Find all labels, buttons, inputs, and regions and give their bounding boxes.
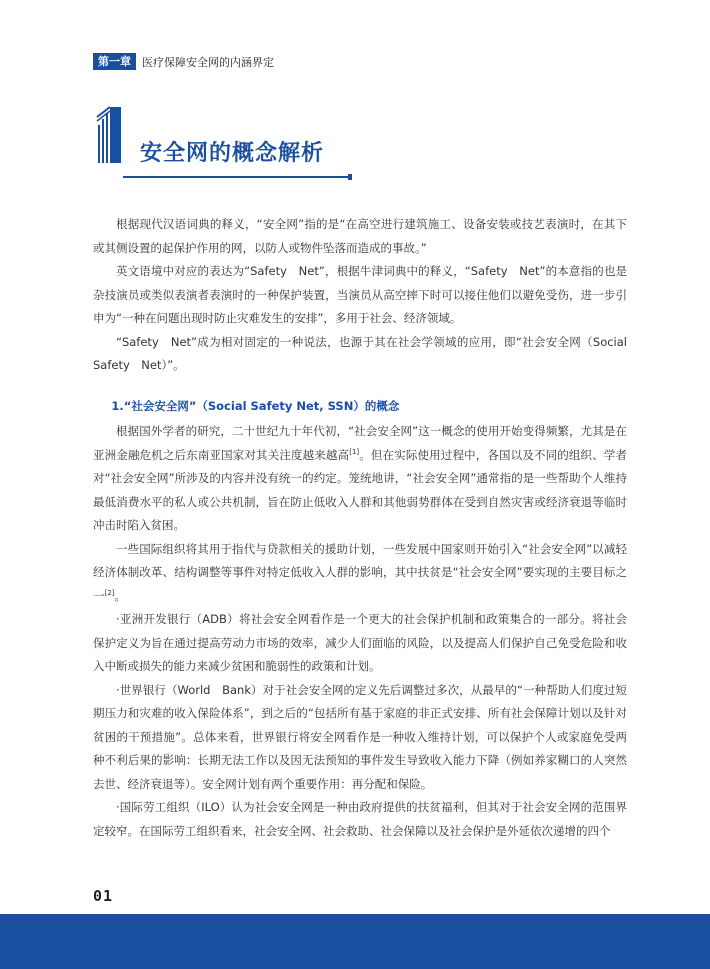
page-number: 01 (93, 887, 114, 905)
paragraph-text: 根据国外学者的研究，二十世纪九十年代初，“社会安全网”这一概念的使用开始变得频繁，尤其是在亚洲金融危机之后东南亚国家对其关注度越来越高 (93, 424, 627, 462)
footer-band (0, 914, 710, 969)
section-numeral-one (95, 105, 125, 165)
paragraph-ilo: ·国际劳工组织（ILO）认为社会安全网是一种由政府提供的扶贫福利，但其对于社会安全网的范围界定较窄。在国际劳工组织看来，社会安全网、社会救助、社会保障以及社会保护是外延依次递增的四个 (93, 800, 627, 838)
body-text (93, 213, 639, 843)
paragraph-dictionary-definition: 根据现代汉语词典的释义，“安全网”指的是“在高空进行建筑施工、设备安装或技艺表演时，在其下或其侧设置的起保护作用的网，以防人或物件坠落而造成的事故。” (93, 217, 627, 255)
heading-underline (123, 176, 348, 178)
paragraph-world-bank: ·世界银行（World Bank）对于社会安全网的定义先后调整过多次，从最早的“一种帮助人们度过短期压力和灾难的收入保险体系”，到之后的“包括所有基于家庭的非正式安排、所有社会保障计划以及针对贫困的干预措施”。总体来看，世界银行将安全网看作是一种收入维持计划，可以保护个人或家庭免受两种不利后果的影响：长期无法工作以及因无法预知的事件发生导致收入能力下降（例如养家糊口的人突然去世、经济衰退等）。安全网计划有两个重要作用：再分配和保险。 (93, 682, 627, 791)
section-heading (95, 105, 355, 180)
paragraph-social-safety-net: “Safety Net”成为相对固定的一种说法，也源于其在社会学领域的应用，即“社会安全网（Social Safety Net）”。 (93, 334, 639, 372)
citation-ref[interactable]: [2] (104, 588, 115, 597)
chapter-tag: 第一章 (93, 53, 136, 70)
section-title: 安全网的概念解析 (140, 141, 325, 166)
paragraph-text: 一些国际组织将其用于指代与贷款相关的援助计划，一些发展中国家则开始引入“社会安全网”以减轻经济体制改革、结构调整等事件对特定低收入人群的影响，其中扶贫是“社会安全网”要实现的主要目标之一 (93, 541, 627, 603)
chapter-title: 医疗保障安全网的内涵界定 (142, 55, 274, 69)
paragraph-adb: ·亚洲开发银行（ADB）将社会安全网看作是一个更大的社会保护机制和政策集合的一部分。将社会保护定义为旨在通过提高劳动力市场的效率，减少人们面临的风险，以及提高人们保护自己免受危险和收入中断或损失的能力来减少贫困和脆弱性的政策和计划。 (93, 612, 627, 673)
subsection-heading: 1.“社会安全网”（Social Safety Net, SSN）的概念 (111, 398, 400, 413)
paragraph-text: 。但在实际使用过程中，各国以及不同的组织、学者对“社会安全网”所涉及的内容并没有统一的约定。笼统地讲，“社会安全网”通常指的是一些帮助个人维持最低消费水平的私人或公共机制，旨在防止低收入人群和其他弱势群体在受到自然灾害或经济衰退等临时冲击时陷入贫困。 (93, 447, 627, 532)
paragraph-scholar-research (93, 420, 627, 538)
chapter-header (93, 53, 274, 70)
paragraph-english-definition: 英文语境中对应的表达为“Safety Net”，根据牛津词典中的释义，“Safety Net”的本意指的也是杂技演员或类似表演者表演时的一种保护装置，当演员从高空摔下时可以接住他们以避免受伤，进一步引申为“一种在问题出现时防止灾难发生的安排”，多用于社会、经济领域。 (93, 264, 627, 325)
paragraph-international-orgs (93, 538, 627, 609)
paragraph-text: 。 (114, 588, 126, 603)
heading-underline-accent (348, 174, 352, 180)
citation-ref[interactable]: [1] (349, 447, 360, 456)
